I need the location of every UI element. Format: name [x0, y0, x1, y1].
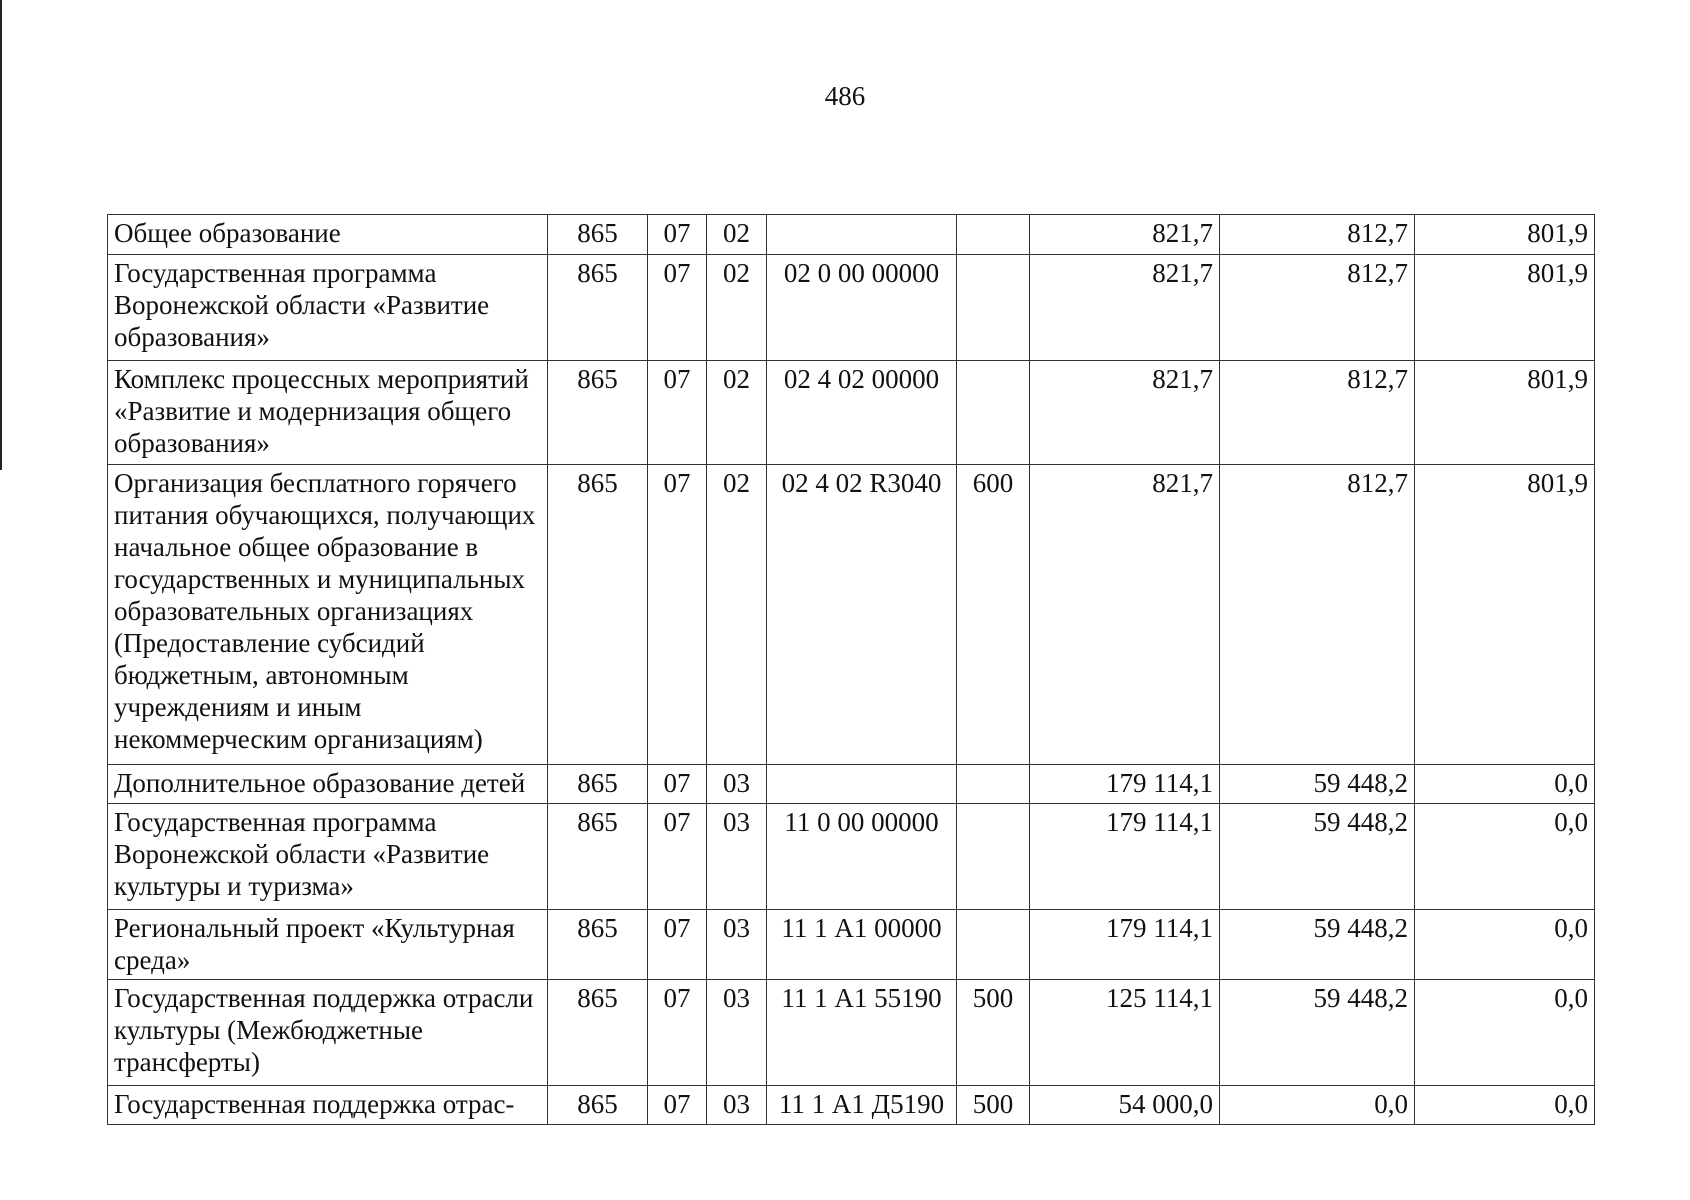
grbs-cell: 865 — [548, 255, 648, 361]
table-row — [108, 765, 1595, 804]
target-article-cell: 11 1 А1 00000 — [767, 910, 957, 980]
amount-year2-cell: 812,7 — [1220, 465, 1415, 765]
amount-year2-cell: 812,7 — [1220, 255, 1415, 361]
grbs-cell: 865 — [548, 804, 648, 910]
row-name-cell: Государственная поддержка отрас- — [108, 1086, 548, 1125]
table-row — [108, 804, 1595, 910]
amount-year3-cell: 0,0 — [1415, 765, 1595, 804]
grbs-cell: 865 — [548, 215, 648, 255]
section-cell: 07 — [648, 465, 707, 765]
row-name-cell: Региональный проект «Культурная среда» — [108, 910, 548, 980]
expense-type-cell: 600 — [957, 465, 1030, 765]
amount-year3-cell: 0,0 — [1415, 1086, 1595, 1125]
section-cell: 07 — [648, 215, 707, 255]
table-row — [108, 361, 1595, 465]
amount-year1-cell: 179 114,1 — [1030, 910, 1220, 980]
amount-year2-cell: 0,0 — [1220, 1086, 1415, 1125]
table-row — [108, 980, 1595, 1086]
row-name-cell: Организация бесплатного горячего питания обучающихся, получающих начальное общее образование в государственных и муниципальных образовательных организациях (Предоставление субсидий бюджетным, автономным учреждениям и иным некоммерческим организациям) — [108, 465, 548, 765]
target-article-cell: 02 4 02 R3040 — [767, 465, 957, 765]
section-cell: 07 — [648, 1086, 707, 1125]
section-cell: 07 — [648, 804, 707, 910]
amount-year1-cell: 179 114,1 — [1030, 765, 1220, 804]
amount-year2-cell: 812,7 — [1220, 215, 1415, 255]
amount-year1-cell: 125 114,1 — [1030, 980, 1220, 1086]
amount-year2-cell: 59 448,2 — [1220, 765, 1415, 804]
amount-year1-cell: 821,7 — [1030, 215, 1220, 255]
amount-year3-cell: 0,0 — [1415, 980, 1595, 1086]
table-row — [108, 910, 1595, 980]
amount-year3-cell: 801,9 — [1415, 465, 1595, 765]
row-name-cell: Государственная программа Воронежской области «Развитие образования» — [108, 255, 548, 361]
amount-year2-cell: 59 448,2 — [1220, 804, 1415, 910]
row-name-cell: Государственная поддержка отрасли культуры (Межбюджетные трансферты) — [108, 980, 548, 1086]
amount-year3-cell: 801,9 — [1415, 215, 1595, 255]
subsection-cell: 03 — [707, 1086, 767, 1125]
section-cell: 07 — [648, 980, 707, 1086]
subsection-cell: 03 — [707, 804, 767, 910]
table-row — [108, 215, 1595, 255]
amount-year3-cell: 801,9 — [1415, 255, 1595, 361]
subsection-cell: 02 — [707, 361, 767, 465]
row-name-cell: Комплекс процессных мероприятий «Развитие и модернизация общего образования» — [108, 361, 548, 465]
expense-type-cell — [957, 215, 1030, 255]
target-article-cell — [767, 765, 957, 804]
scan-edge-line — [0, 0, 2, 470]
row-name-cell: Общее образование — [108, 215, 548, 255]
grbs-cell: 865 — [548, 980, 648, 1086]
expense-type-cell — [957, 255, 1030, 361]
expense-type-cell — [957, 804, 1030, 910]
amount-year1-cell: 821,7 — [1030, 255, 1220, 361]
amount-year1-cell: 821,7 — [1030, 361, 1220, 465]
amount-year3-cell: 0,0 — [1415, 804, 1595, 910]
row-name-cell: Государственная программа Воронежской области «Развитие культуры и туризма» — [108, 804, 548, 910]
amount-year1-cell: 179 114,1 — [1030, 804, 1220, 910]
table-row — [108, 255, 1595, 361]
expense-type-cell — [957, 361, 1030, 465]
budget-table-body — [108, 215, 1595, 1125]
page-number: 486 — [824, 81, 866, 111]
target-article-cell: 11 1 А1 Д5190 — [767, 1086, 957, 1125]
grbs-cell: 865 — [548, 765, 648, 804]
subsection-cell: 03 — [707, 910, 767, 980]
section-cell: 07 — [648, 255, 707, 361]
expense-type-cell: 500 — [957, 980, 1030, 1086]
amount-year1-cell: 821,7 — [1030, 465, 1220, 765]
section-cell: 07 — [648, 910, 707, 980]
grbs-cell: 865 — [548, 910, 648, 980]
target-article-cell: 02 4 02 00000 — [767, 361, 957, 465]
table-row — [108, 1086, 1595, 1125]
subsection-cell: 02 — [707, 255, 767, 361]
amount-year3-cell: 0,0 — [1415, 910, 1595, 980]
amount-year2-cell: 59 448,2 — [1220, 980, 1415, 1086]
expense-type-cell — [957, 910, 1030, 980]
grbs-cell: 865 — [548, 1086, 648, 1125]
subsection-cell: 03 — [707, 980, 767, 1086]
subsection-cell: 02 — [707, 215, 767, 255]
expense-type-cell: 500 — [957, 1086, 1030, 1125]
section-cell: 07 — [648, 765, 707, 804]
amount-year2-cell: 59 448,2 — [1220, 910, 1415, 980]
amount-year2-cell: 812,7 — [1220, 361, 1415, 465]
subsection-cell: 02 — [707, 465, 767, 765]
target-article-cell: 02 0 00 00000 — [767, 255, 957, 361]
row-name-cell: Дополнительное образование детей — [108, 765, 548, 804]
grbs-cell: 865 — [548, 465, 648, 765]
budget-table — [107, 214, 1595, 1125]
amount-year1-cell: 54 000,0 — [1030, 1086, 1220, 1125]
target-article-cell: 11 1 А1 55190 — [767, 980, 957, 1086]
expense-type-cell — [957, 765, 1030, 804]
grbs-cell: 865 — [548, 361, 648, 465]
target-article-cell — [767, 215, 957, 255]
target-article-cell: 11 0 00 00000 — [767, 804, 957, 910]
section-cell: 07 — [648, 361, 707, 465]
subsection-cell: 03 — [707, 765, 767, 804]
table-row — [108, 465, 1595, 765]
amount-year3-cell: 801,9 — [1415, 361, 1595, 465]
